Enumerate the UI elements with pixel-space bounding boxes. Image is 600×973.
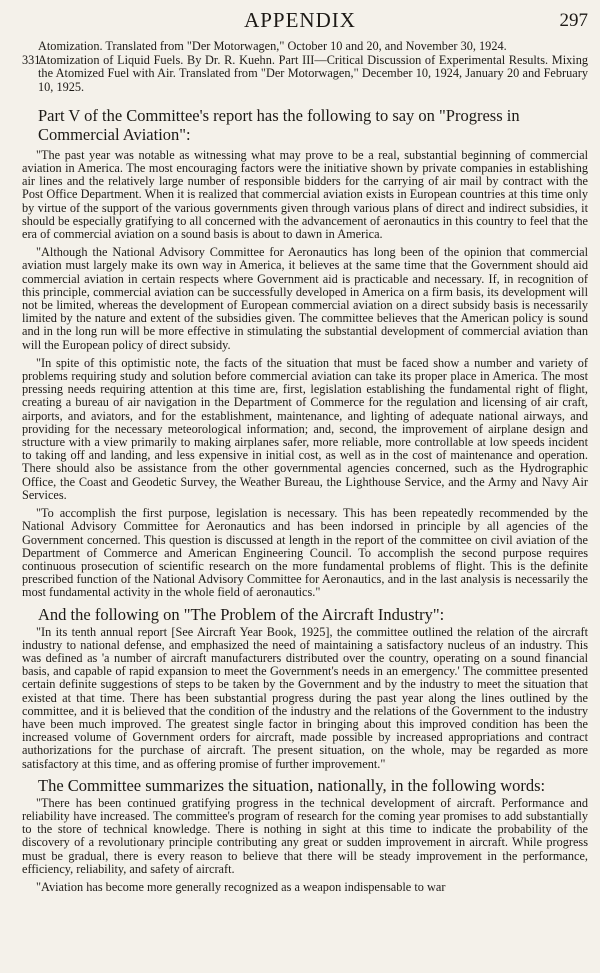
quote-paragraph: "The past year was notable as witnessing what may prove to be a real, substantial beginning of commercial aviation in America. The most encouraging factors were the initiative shown by private companies in establishing air lines and the relatively large number of responsible bidders for the carrying of air mail by contract with the Post Office Department. When it is realized that commercial aviation exists in European countries at this time only by virtue of the support of the various governments given through various plans of direct and indirect subsidies, it should be especially gratifying to all concerned with the advancement of aeronautics in this country to feel that the era of commercial aviation on a sound basis is about to dawn in America. (22, 147, 588, 242)
page-number: 297 (559, 10, 588, 31)
reference-item (22, 54, 588, 94)
section-heading-aircraft-industry: And the following on "The Problem of the Aircraft Industry": (38, 604, 445, 624)
quote-paragraph: "There has been continued gratifying progress in the technical development of aircraft. Performance and reliability have increased. The committee's program of research for the coming year promises to add substantially to the store of technical knowledge. There is nothing in sight at this time to indicate the probability of the discovery of a revolutionary principle contributing any great or sudden improvement in aircraft. While progress must be gradual, there is every reason to believe that there will be steady improvement in the performance, efficiency, reliability, and safety of aircraft. (22, 795, 588, 876)
section-heading-commercial-aviation: Part V of the Committee's report has the following to say on "Progress in Commercial Aviation": (38, 105, 520, 144)
quote-paragraph: "In spite of this optimistic note, the facts of the situation that must be faced show a number and variety of problems requiring study and solution before commercial aviation can take its proper place in America. The most pressing needs requiring attention at this time are, first, legislation establishing the fundamental right of flight, creating a bureau of air navigation in the Department of Commerce for the regulation and licensing of air craft, airports, and aviators, and for the establishment, maintenance, and lighting of adequate national airways, and providing for the necessary meteorological information; and, second, the improvement of airplane design and structure with a view primarily to making airplanes safer, more reliable, more controllable at low speeds incident to taking off and landing, and less expensive in initial cost, as well as in the cost of maintenance and operation. There should also be assistance from the other governmental agencies concerned, such as the Hydrographic Office, the Coast and Geodetic Survey, the Weather Bureau, the Lighthouse Service, and the Army and Navy Air Services. (22, 355, 588, 502)
quote-paragraph: "To accomplish the first purpose, legislation is necessary. This has been repeatedly recommended by the National Advisory Committee for Aeronautics and has been indorsed in principle by all agencies of the Government concerned. This question is discussed at length in the report of the committee on civil aviation of the Department of Commerce and American Engineering Council. To accomplish the second purpose requires continuous prosecution of scientific research on the more fundamental problems of flight. This is the definite prescribed function of the National Advisory Committee for Aeronautics, and in the last analysis is necessarily the most fundamental activity in the whole field of aeronautics." (22, 506, 588, 600)
running-title: APPENDIX (244, 8, 356, 32)
reference-text: Atomization of Liquid Fuels. By Dr. R. Kuehn. Part III—Critical Discussion of Experimental Results. Mixing the Atomized Fuel with Air. Translated from "Der Motorwagen," December 10, 1924, January 20 and February 10, 1925. (38, 53, 588, 94)
section-heading-summary: The Committee summarizes the situation, nationally, in the following words: (38, 775, 546, 795)
reference-continuation: Atomization. Translated from "Der Motorwagen," October 10 and 20, and November 30, 1924. (38, 39, 507, 53)
quote-paragraph: "Aviation has become more generally recognized as a weapon indispensable to war (36, 879, 446, 894)
page-header (0, 8, 600, 36)
page-body (22, 40, 588, 899)
reference-number: 331. (22, 53, 44, 68)
quote-paragraph: "In its tenth annual report [See Aircraft Year Book, 1925], the committee outlined the relation of the aircraft industry to national defense, and emphasized the need of maintaining a satisfactory nucleus of an industry. This was defined as 'a number of aircraft manufacturers distributed over the country, operating on a sound financial basis, and capable of rapid expansion to meet the Government's needs in an emergency.' The committee presented certain definite suggestions of steps to be taken by the Government and by the industry to meet the situation that existed at that time. There has been substantial progress during the past year along the lines outlined by the committee, and it is believed that the condition of the industry and the relations of the Government to the industry have been much improved. The greatest single factor in bringing about this improved condition has been the increased volume of Government orders for aircraft, made possible by increased appropriations and contract authorizations for the purchase of aircraft. The present situation, on the whole, may be regarded as more satisfactory at this time, and as offering promise of further improvement." (22, 624, 588, 771)
quote-paragraph: "Although the National Advisory Committee for Aeronautics has long been of the opinion that commercial aviation must largely make its own way in America, it believes at the same time that the Government should aid commercial aviation in certain respects where Government aid is practicable and necessary. If, in recognition of this principle, commercial aviation can be successfully developed in America on a firm basis, its development will not be limited, whereas the development of European commercial aviation on a direct subsidy basis is necessarily limited by the nature and extent of the subsidies given. The committee believes that the American policy is sound and in the long run will be more effective in stimulating the substantial development of commercial aviation than will the European policy of direct subsidy. (22, 245, 588, 352)
